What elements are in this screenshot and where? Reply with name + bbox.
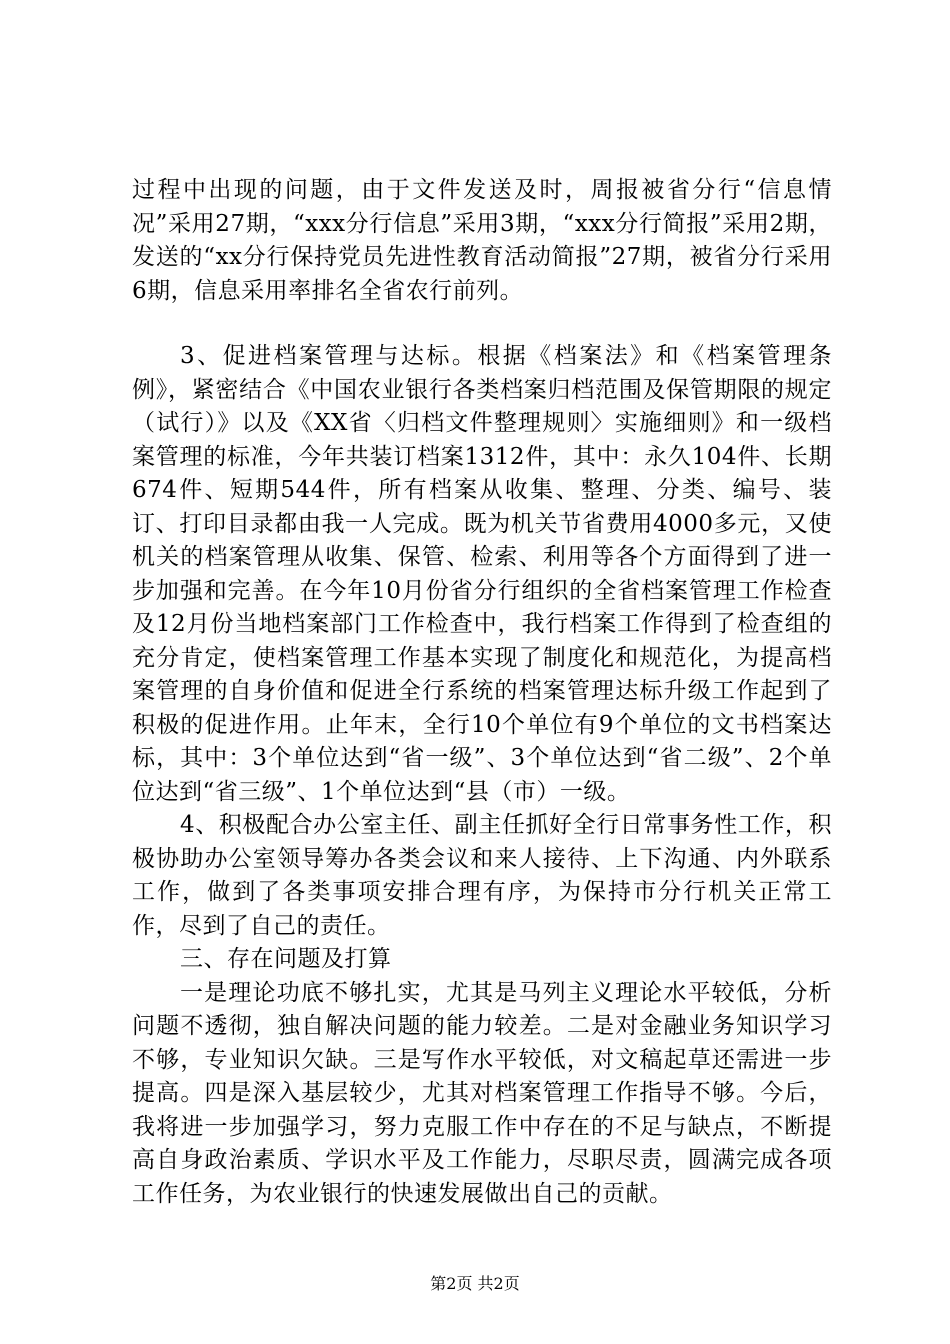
paragraph-problems-plans: 一是理论功底不够扎实，尤其是马列主义理论水平较低，分析问题不透彻，独自解决问题的能力较差。二是对金融业务知识学习不够，专业知识欠缺。三是写作水平较低，对文稿起草还需进一步提高。四是深入基层较少，尤其对档案管理工作指导不够。今后，我将进一步加强学习，努力克服工作中存在的不足与缺点，不断提高自身政治素质、学识水平及工作能力，尽职尽责，圆满完成各项工作任务，为农业银行的快速发展做出自己的贡献。 xyxy=(132,979,832,1207)
paragraph-continuation: 过程中出现的问题，由于文件发送及时，周报被省分行“信息情况”采用27期，“xxx分行信息”采用3期，“xxx分行简报”采用2期，发送的“xx分行保持党员先进性教育活动简报”27期，被省分行采用6期，信息采用率排名全省农行前列。 xyxy=(132,177,832,304)
section-heading-problems: 三、存在问题及打算 xyxy=(180,946,392,972)
paragraph-archive-management: 3、促进档案管理与达标。根据《档案法》和《档案管理条例》，紧密结合《中国农业银行各类档案归档范围及保管期限的规定（试行）》以及《XX省〈归档文件整理规则〉实施细则》和一级档案管理的标准，今年共装订档案1312件，其中：永久104件、长期674件、短期544件，所有档案从收集、整理、分类、编号、装订、打印目录都由我一人完成。既为机关节省费用4000多元，又使机关的档案管理从收集、保管、检索、利用等各个方面得到了进一步加强和完善。在今年10月份省分行组织的全省档案管理工作检查及12月份当地档案部门工作检查中，我行档案工作得到了检查组的充分肯定，使档案管理工作基本实现了制度化和规范化，为提高档案管理的自身价值和促进全行系统的档案管理达标升级工作起到了积极的促进作用。止年末，全行10个单位有9个单位的文书档案达标，其中：3个单位达到“省一级”、3个单位达到“省二级”、2个单位达到“省三级”、1个单位达到“县（市）一级。 xyxy=(132,343,832,805)
paragraph-office-work: 4、积极配合办公室主任、副主任抓好全行日常事务性工作，积极协助办公室领导筹办各类会议和来人接待、上下沟通、内外联系工作，做到了各类事项安排合理有序，为保持市分行机关正常工作，尽到了自己的责任。 xyxy=(132,812,832,939)
document-body xyxy=(132,174,832,1211)
page-number-footer: 第2页 共2页 xyxy=(430,1274,520,1293)
paragraph-gap xyxy=(132,308,832,340)
